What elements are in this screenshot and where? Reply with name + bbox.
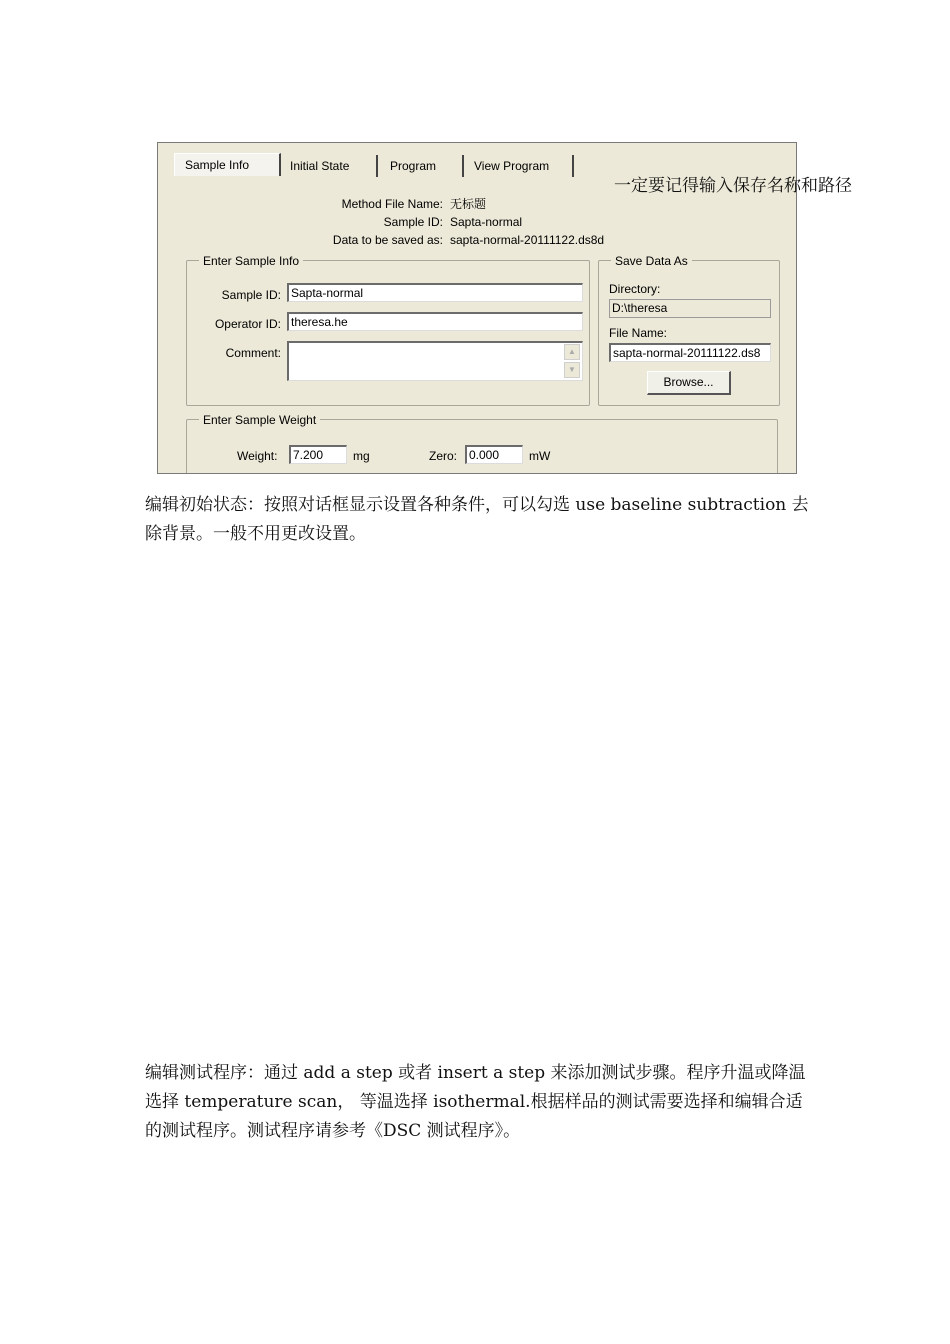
paragraph-test-program: 编辑测试程序：通过 add a step 或者 insert a step 来添加测试步骤。程序升温或降温选择 temperature scan， 等温选择 isothermal.根据样品的测试需要选择和编辑合适的测试程序。测试程序请参考《DSC 测试程序》。 [145, 1063, 806, 1141]
sample-info-group [186, 254, 590, 406]
tab-view-program[interactable]: View Program [464, 155, 574, 177]
operator-id-field[interactable]: theresa.he [287, 312, 583, 331]
operator-id-label: Operator ID: [214, 317, 281, 331]
zero-label: Zero: [429, 449, 458, 463]
weight-unit: mg [353, 449, 370, 463]
zero-field[interactable]: 0.000 [465, 445, 523, 464]
file-name-label: File Name: [609, 326, 668, 340]
weight-label: Weight: [237, 449, 278, 463]
scroll-up-icon[interactable]: ▲ [564, 344, 580, 360]
sample-id-label: Sample ID: [221, 288, 281, 302]
sample-weight-legend: Enter Sample Weight [199, 412, 320, 428]
browse-button[interactable]: Browse... [647, 371, 731, 395]
tab-sample-info[interactable]: Sample Info [174, 153, 281, 176]
zero-unit: mW [529, 449, 551, 463]
annotation-note: 一定要记得输入保存名称和路径 [614, 176, 852, 196]
comment-label: Comment: [225, 346, 281, 360]
method-file-name-value: 无标题 [450, 197, 487, 211]
tab-program[interactable]: Program [380, 155, 464, 177]
data-saved-as-label: Data to be saved as: [332, 233, 443, 247]
scroll-down-icon[interactable]: ▼ [564, 362, 580, 378]
method-sample-id-value: Sapta-normal [450, 215, 523, 229]
sample-id-field[interactable]: Sapta-normal [287, 283, 583, 302]
method-sample-id-label: Sample ID: [383, 215, 443, 229]
sample-weight-group [186, 413, 778, 474]
data-saved-as-row [158, 232, 796, 248]
paragraph-initial-state: 编辑初始状态：按照对话框显示设置各种条件，可以勾选 use baseline subtraction 去除背景。一般不用更改设置。 [145, 495, 809, 544]
directory-field[interactable]: D:\theresa [609, 299, 771, 318]
weight-field[interactable]: 7.200 [289, 445, 347, 464]
save-data-legend: Save Data As [611, 253, 692, 269]
directory-label: Directory: [609, 282, 661, 296]
sample-info-legend: Enter Sample Info [199, 253, 303, 269]
method-file-name-label: Method File Name: [341, 197, 443, 211]
comment-field[interactable] [287, 341, 583, 381]
save-data-group [598, 254, 780, 406]
tab-initial-state[interactable]: Initial State [280, 155, 378, 177]
file-name-field[interactable]: sapta-normal-20111122.ds8 [609, 343, 771, 362]
data-saved-as-value: sapta-normal-20111122.ds8d [450, 233, 605, 247]
method-sample-id-row [158, 214, 796, 230]
